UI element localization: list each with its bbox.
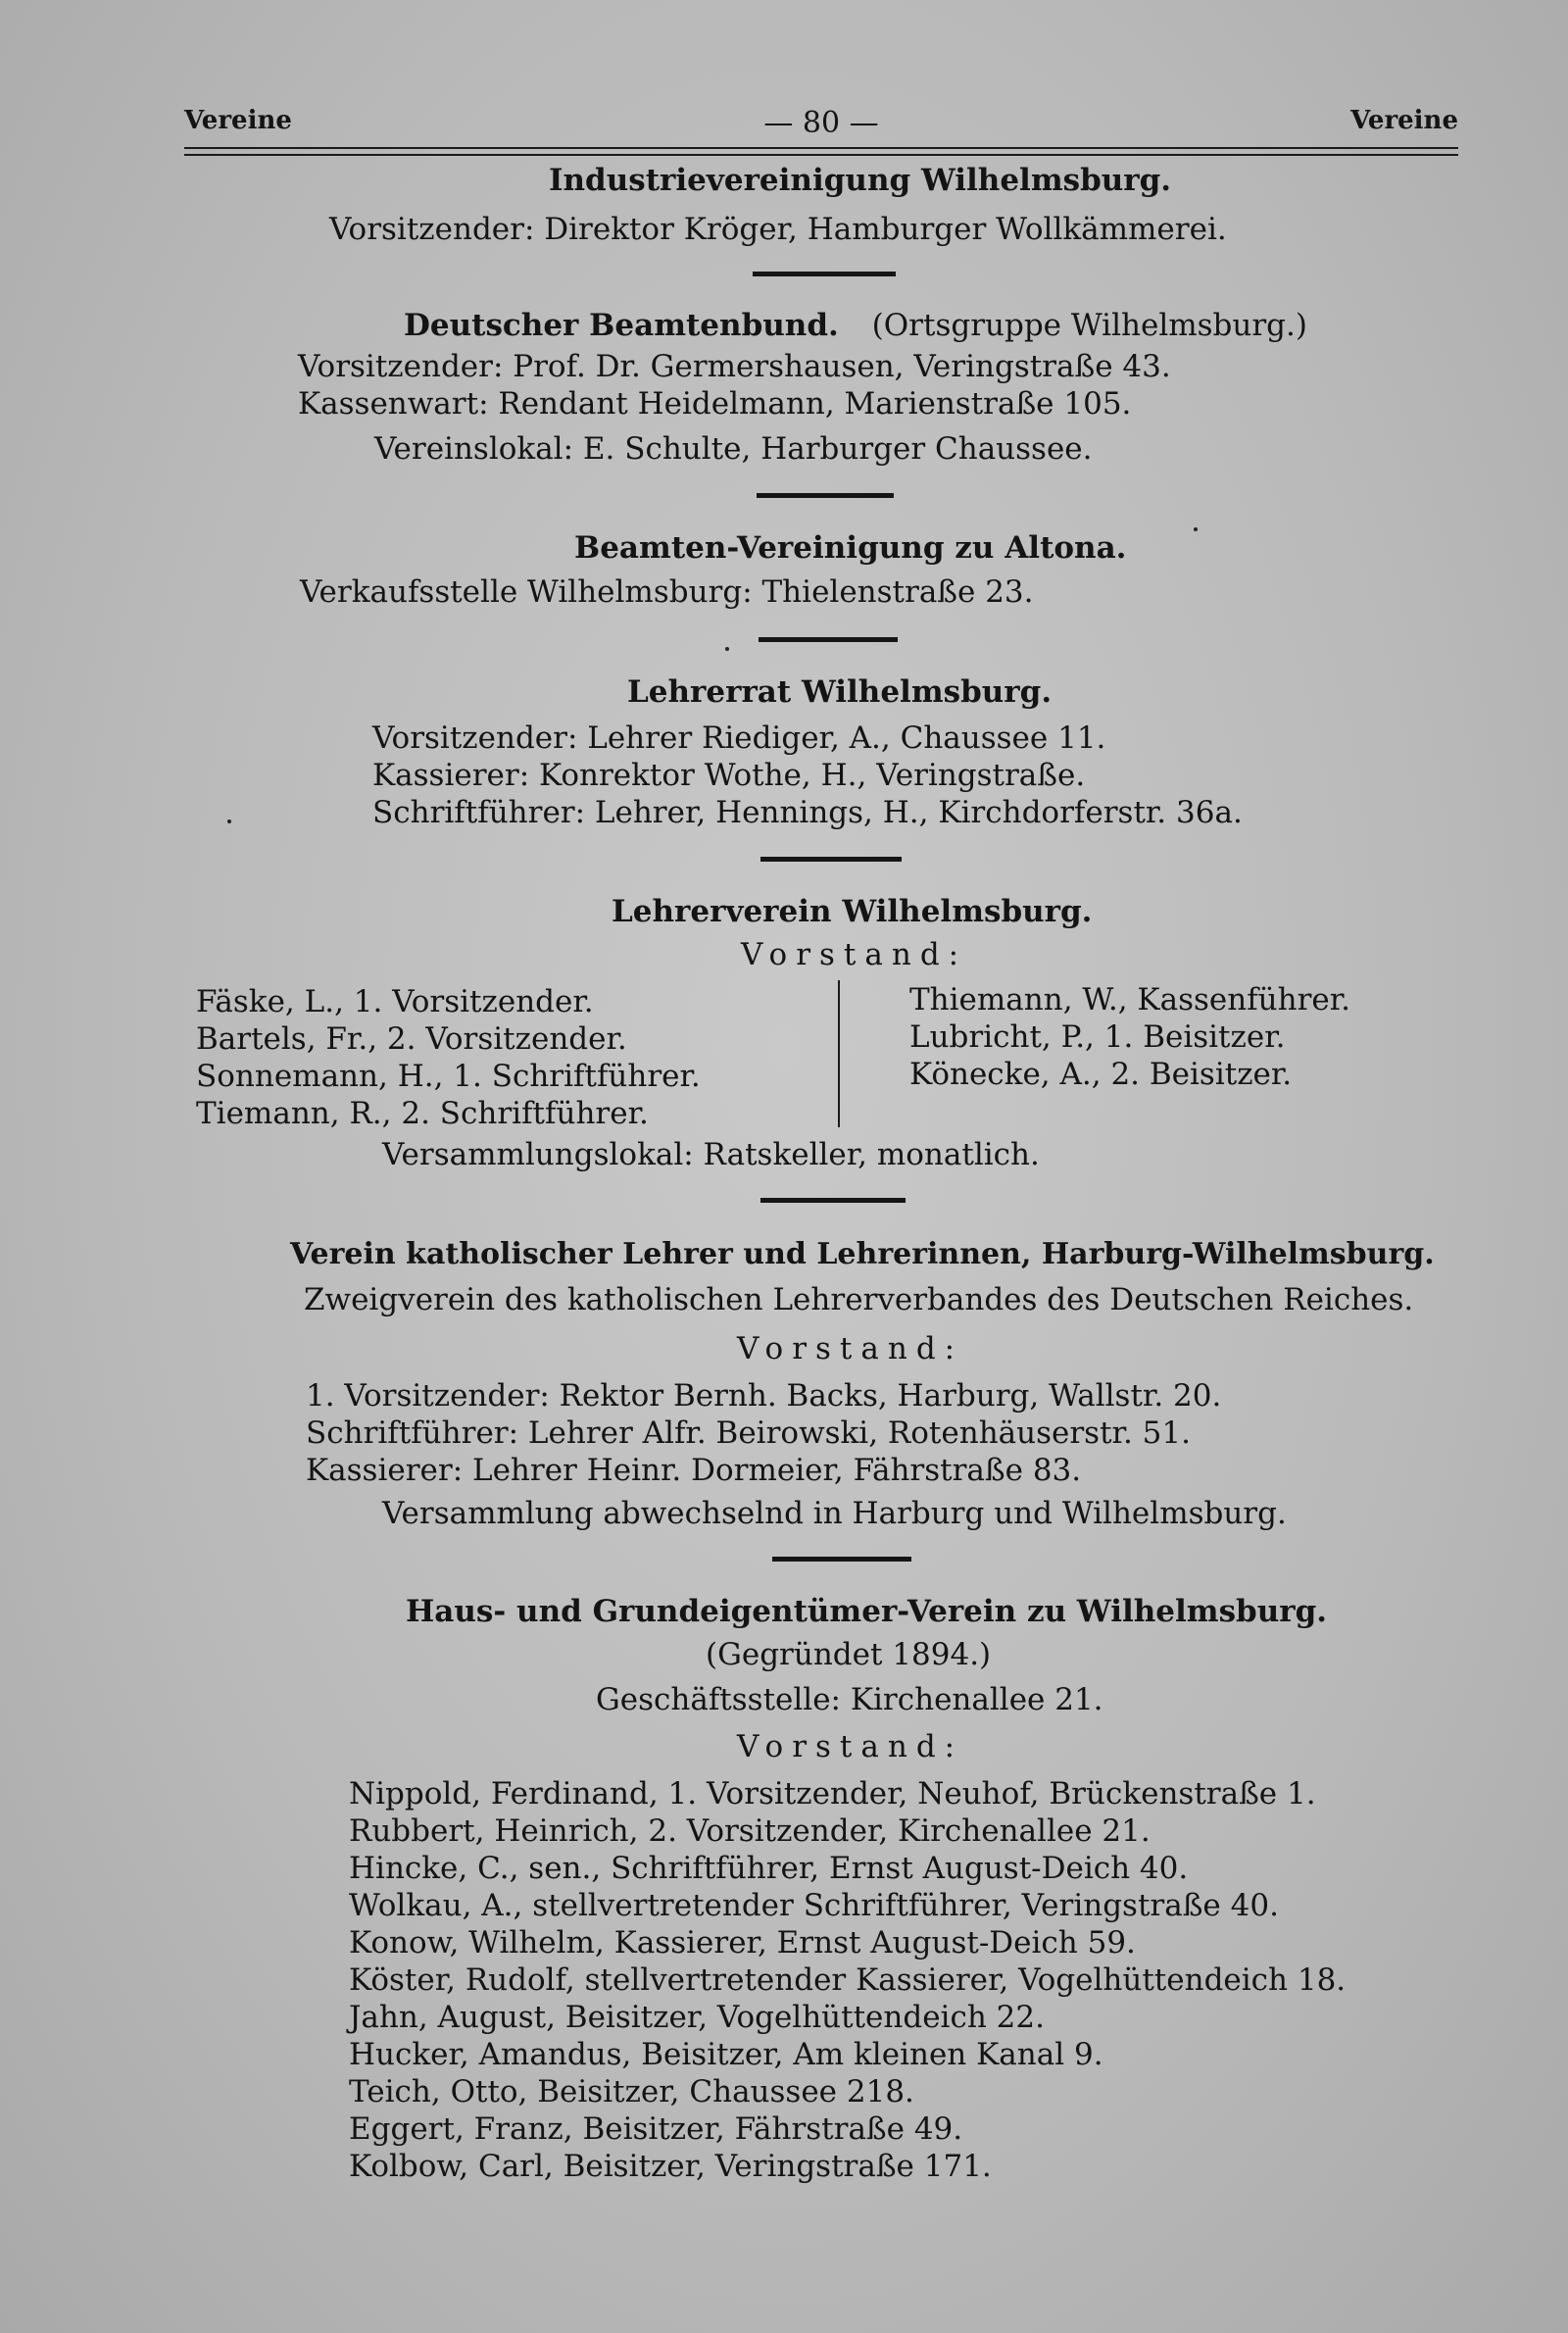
s1-line-1: Vorsitzender: Direktor Kröger, Hamburger Wollkämmerei. [329,212,1227,247]
s2-line-1: Vorsitzender: Prof. Dr. Germershausen, Veringstraße 43. [298,349,1171,384]
s7-member-2: Rubbert, Heinrich, 2. Vorsitzender, Kirchenallee 21. [349,1813,1151,1849]
s5-left-1: Fäske, L., 1. Vorsitzender. [196,984,594,1019]
s4-line-2: Kassierer: Konrektor Wothe, H., Veringstraße. [372,758,1086,793]
s5-right-2: Lubricht, P., 1. Beisitzer. [909,1019,1286,1055]
header-rule-top [184,147,1458,149]
s6-line-1: 1. Vorsitzender: Rektor Bernh. Backs, Harburg, Wallstr. 20. [306,1378,1222,1414]
s2-line-3: Vereinslokal: E. Schulte, Harburger Chaussee. [374,431,1093,467]
section-separator [757,493,894,498]
section-title-beamten-vereinigung: Beamten-Vereinigung zu Altona. [574,530,1127,566]
s6-line-4: Versammlung abwechselnd in Harburg und Wilhelmsburg. [382,1496,1287,1531]
column-divider [838,980,840,1127]
section-title-lehrerrat: Lehrerrat Wilhelmsburg. [627,674,1053,710]
page-number: — 80 — [763,106,879,140]
section-title-industrievereinigung: Industrievereinigung Wilhelmsburg. [549,163,1172,198]
s7-member-3: Hincke, C., sen., Schriftführer, Ernst August-Deich 40. [349,1851,1189,1886]
s4-line-3: Schriftführer: Lehrer, Hennings, H., Kirchdorferstr. 36a. [372,795,1243,830]
s6-line-2: Schriftführer: Lehrer Alfr. Beirowski, Rotenhäuserstr. 51. [306,1415,1191,1451]
section-separator [760,1198,906,1203]
s6-vorstand-heading: Vorstand: [737,1331,964,1366]
running-header [184,106,1458,145]
s7-office: Geschäftsstelle: Kirchenallee 21. [596,1682,1103,1717]
header-left: Vereine [184,106,292,135]
section-separator [753,272,896,276]
section-separator [759,637,898,642]
s5-vorstand-heading: Vorstand: [741,937,968,972]
s7-member-9: Teich, Otto, Beisitzer, Chaussee 218. [349,2074,914,2110]
scan-speck [1194,527,1198,531]
s7-vorstand-heading: Vorstand: [737,1729,964,1764]
section-title-beamtenbund: Deutscher Beamtenbund. [404,308,839,343]
s5-left-3: Sonnemann, H., 1. Schriftführer. [196,1059,701,1094]
s2-subtitle: (Ortsgruppe Wilhelmsburg.) [871,308,1307,343]
s7-member-10: Eggert, Franz, Beisitzer, Fährstraße 49. [349,2111,963,2147]
s5-footer: Versammlungslokal: Ratskeller, monatlich. [382,1137,1040,1172]
section-separator [760,857,902,862]
s7-member-11: Kolbow, Carl, Beisitzer, Veringstraße 171. [349,2149,992,2184]
s6-line-3: Kassierer: Lehrer Heinr. Dormeier, Fährstraße 83. [306,1453,1082,1488]
header-rule-bottom [184,154,1458,156]
section-title-lehrerverein: Lehrerverein Wilhelmsburg. [612,894,1093,929]
section-title-katholische-lehrer: Verein katholischer Lehrer und Lehrerinnen, Harburg-Wilhelmsburg. [290,1237,1435,1271]
section-title-haus-grundeigentuemer: Haus- und Grundeigentümer-Verein zu Wilhelmsburg. [406,1594,1328,1629]
s7-member-1: Nippold, Ferdinand, 1. Vorsitzender, Neuhof, Brückenstraße 1. [349,1776,1316,1812]
s2-line-2: Kassenwart: Rendant Heidelmann, Marienstraße 105. [298,386,1132,422]
s7-founded: (Gegründet 1894.) [706,1637,992,1672]
s7-member-5: Konow, Wilhelm, Kassierer, Ernst August-Deich 59. [349,1925,1136,1961]
s5-left-2: Bartels, Fr., 2. Vorsitzender. [196,1021,627,1057]
s5-left-4: Tiemann, R., 2. Schriftführer. [196,1096,649,1131]
section-separator [772,1557,911,1562]
s5-right-1: Thiemann, W., Kassenführer. [909,982,1351,1018]
s5-right-3: Könecke, A., 2. Beisitzer. [909,1057,1293,1092]
s7-member-4: Wolkau, A., stellvertretender Schriftführer, Veringstraße 40. [349,1888,1279,1923]
s7-member-6: Köster, Rudolf, stellvertretender Kassierer, Vogelhüttendeich 18. [349,1962,1347,1998]
header-right: Vereine [1350,106,1458,135]
scan-speck [227,819,231,823]
s7-member-7: Jahn, August, Beisitzer, Vogelhüttendeich 22. [349,2000,1045,2035]
s6-subtitle: Zweigverein des katholischen Lehrerverbandes des Deutschen Reiches. [304,1282,1414,1317]
s2-title-row [404,308,1307,343]
scan-speck [725,647,729,651]
s7-member-8: Hucker, Amandus, Beisitzer, Am kleinen Kanal 9. [349,2037,1103,2072]
s4-line-1: Vorsitzender: Lehrer Riediger, A., Chaussee 11. [372,720,1106,756]
s3-line-1: Verkaufsstelle Wilhelmsburg: Thielenstraße 23. [300,574,1034,610]
